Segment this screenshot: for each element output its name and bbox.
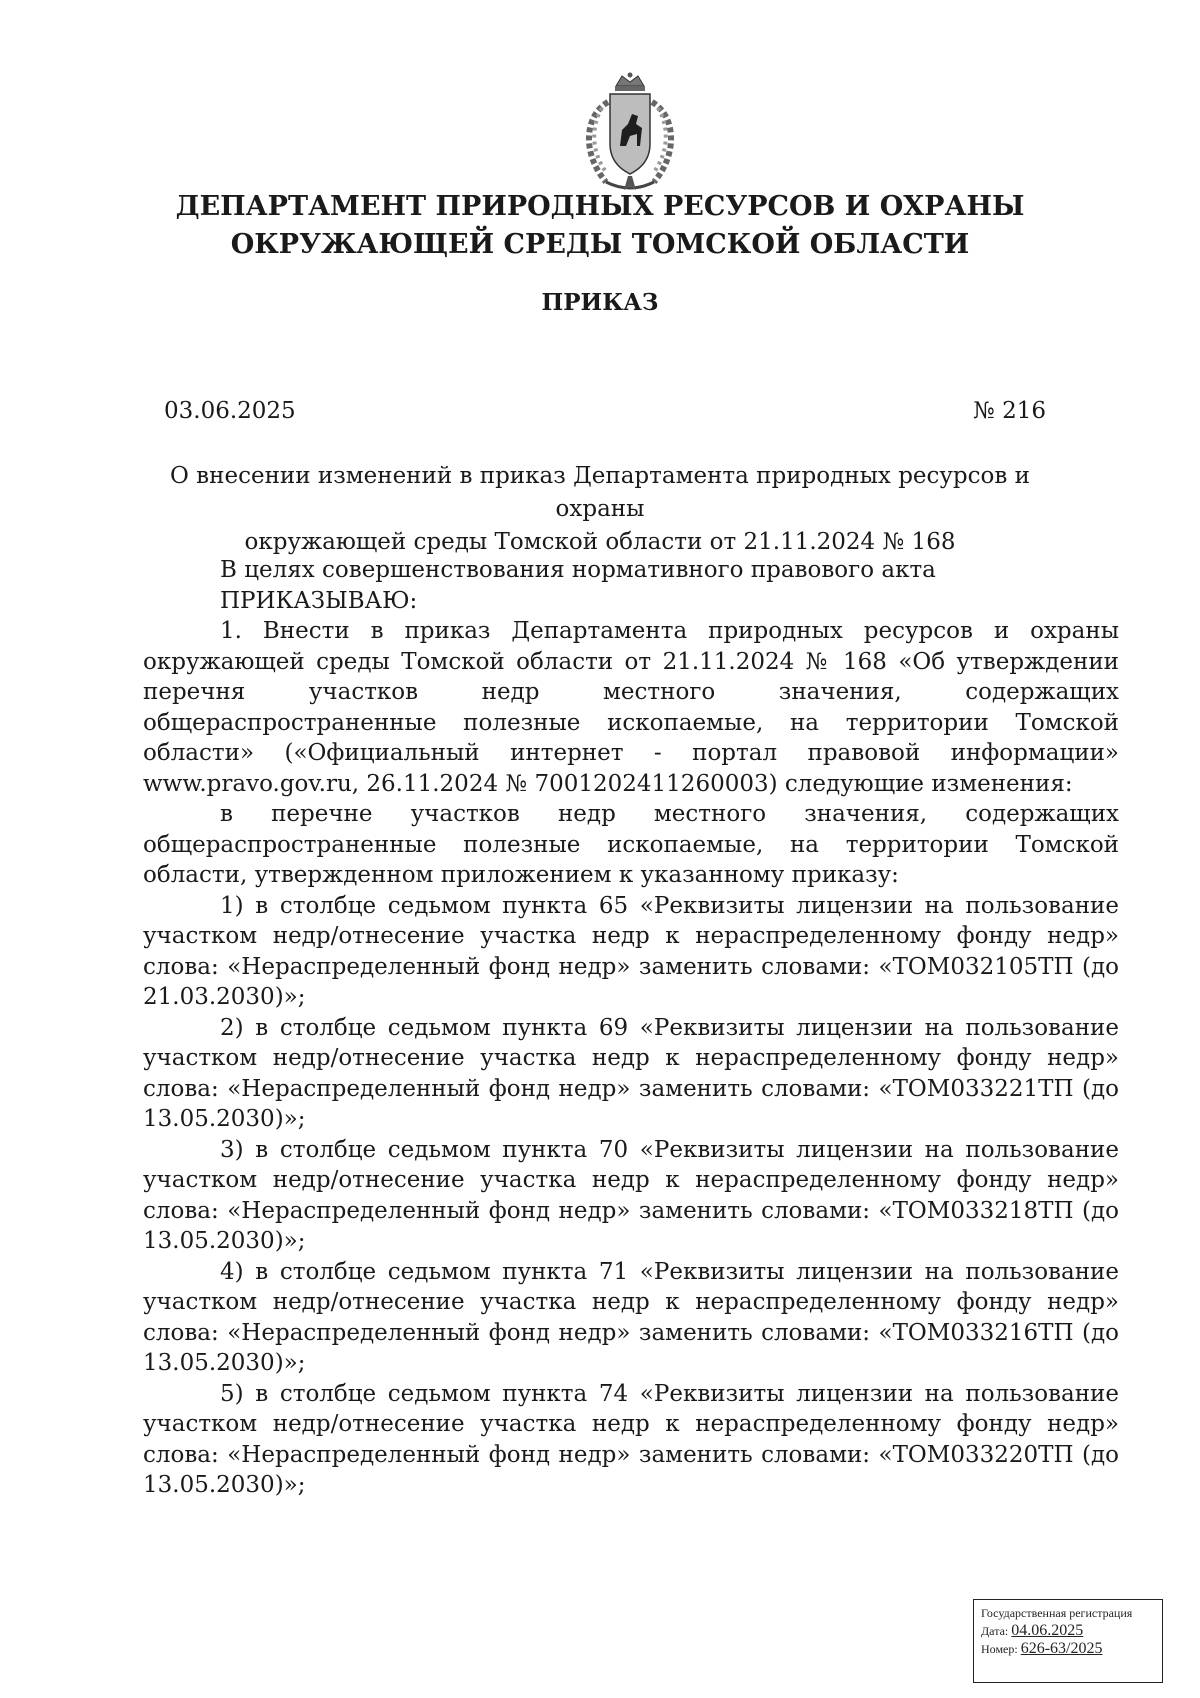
subitem-5: 5) в столбце седьмом пункта 74 «Реквизиты лицензии на пользование участком недр/отнесение участка недр к нераспределенному фонду недр» слова: «Нераспределенный фонд недр» заменить словами: «ТОМ033220ТП (до 13.05.2030)»;	[143, 1380, 1119, 1498]
preamble: В целях совершенствования нормативного правового акта	[220, 557, 936, 583]
item-1: 1. Внести в приказ Департамента природных ресурсов и охраны окружающей среды Томской области от 21.11.2024 № 168 «Об утверждении перечня участков недр местного значения, содержащих общераспространенные полезные ископаемые, на территории Томской области» («Официальный интернет - портал правовой информации» www.pravo.gov.ru, 26.11.2024 № 7001202411260003) следующие изменения:	[143, 618, 1119, 797]
document-date: 03.06.2025	[164, 398, 296, 424]
document-number: № 216	[973, 398, 1046, 424]
coat-of-arms-icon	[572, 72, 688, 196]
subitem-3: 3) в столбце седьмом пункта 70 «Реквизиты лицензии на пользование участком недр/отнесение участка недр к нераспределенному фонду недр» слова: «Нераспределенный фонд недр» заменить словами: «ТОМ033218ТП (до 13.05.2030)»;	[143, 1136, 1119, 1254]
subitem-1: 1) в столбце седьмом пункта 65 «Реквизиты лицензии на пользование участком недр/отнесение участка недр к нераспределенному фонду недр» слова: «Нераспределенный фонд недр» заменить словами: «ТОМ032105ТП (до 21.03.2030)»;	[143, 892, 1119, 1010]
registration-date-row	[981, 1622, 1155, 1640]
registration-date-label: Дата:	[981, 1624, 1009, 1638]
organization-title	[100, 188, 1100, 264]
amendment-intro: в перечне участков недр местного значения, содержащих общераспространенные полезные ископаемые, на территории Томской области, утвержденном приложением к указанному приказу:	[143, 801, 1119, 888]
organization-title-line2: ОКРУЖАЮЩЕЙ СРЕДЫ ТОМСКОЙ ОБЛАСТИ	[230, 229, 970, 260]
organization-title-line1: ДЕПАРТАМЕНТ ПРИРОДНЫХ РЕСУРСОВ И ОХРАНЫ	[175, 191, 1025, 222]
registration-date-value: 04.06.2025	[1011, 1622, 1084, 1639]
subitem-4: 4) в столбце седьмом пункта 71 «Реквизиты лицензии на пользование участком недр/отнесение участка недр к нераспределенному фонду недр» слова: «Нераспределенный фонд недр» заменить словами: «ТОМ033216ТП (до 13.05.2030)»;	[143, 1258, 1119, 1376]
subject-line2: окружающей среды Томской области от 21.11.2024 № 168	[244, 529, 956, 555]
registration-stamp	[973, 1599, 1163, 1683]
subitem-2: 2) в столбце седьмом пункта 69 «Реквизиты лицензии на пользование участком недр/отнесение участка недр к нераспределенному фонду недр» слова: «Нераспределенный фонд недр» заменить словами: «ТОМ033221ТП (до 13.05.2030)»;	[143, 1014, 1119, 1132]
registration-number-label: Номер:	[981, 1642, 1018, 1656]
registration-stamp-title: Государственная регистрация	[981, 1606, 1133, 1620]
document-body	[143, 555, 1119, 1501]
subject-line1: О внесении изменений в приказ Департамента природных ресурсов и охраны	[170, 463, 1030, 522]
document-subject	[130, 460, 1070, 559]
order-word: ПРИКАЗЫВАЮ:	[220, 587, 418, 614]
document-kind: ПРИКАЗ	[541, 289, 659, 316]
registration-number-row	[981, 1640, 1155, 1658]
registration-number-value: 626-63/2025	[1020, 1640, 1103, 1657]
